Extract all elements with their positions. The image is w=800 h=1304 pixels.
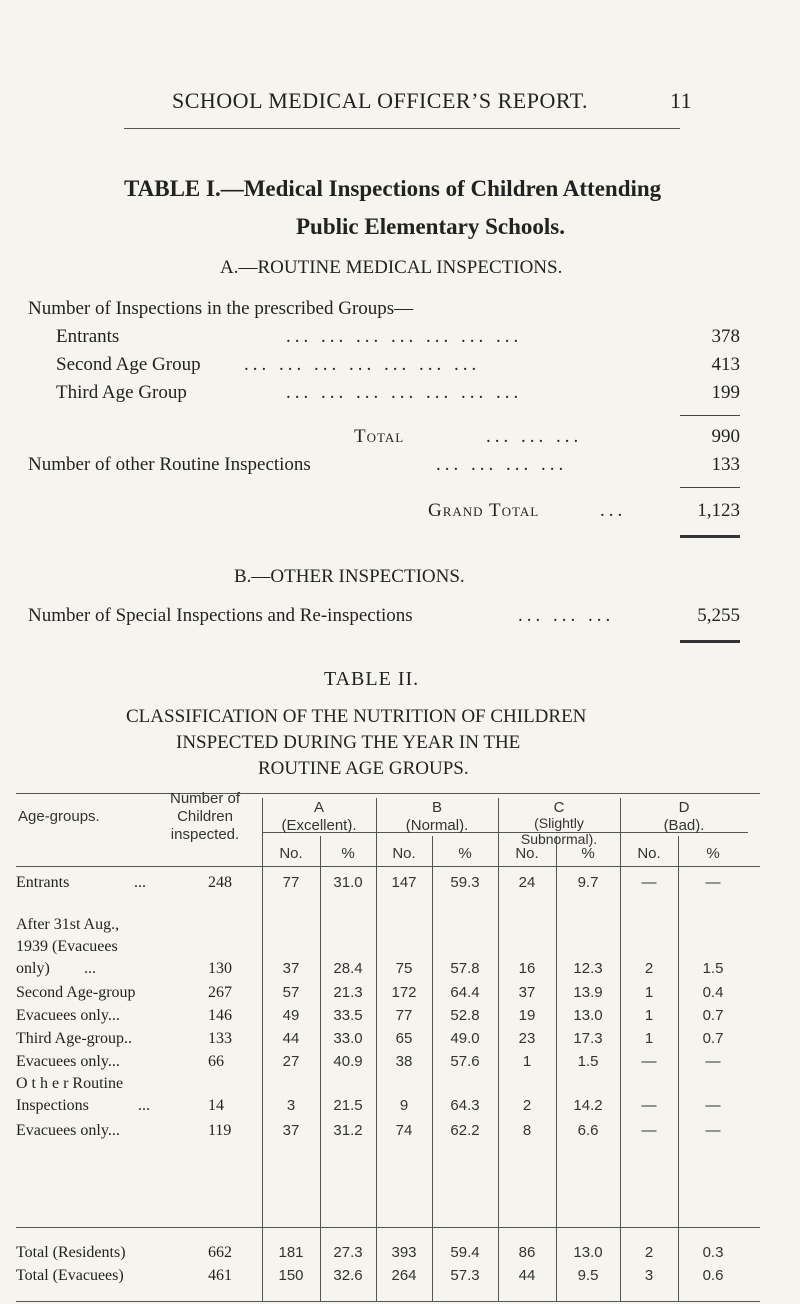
row-cell-dp: — (705, 874, 721, 891)
row-children-inspected: 14 (208, 1097, 224, 1114)
running-title: SCHOOL MEDICAL OFFICER’S REPORT. (172, 88, 589, 113)
other-routine-value: 133 (711, 454, 740, 475)
row-cell-a: 57 (282, 984, 300, 1001)
row-cell-d: — (641, 1097, 657, 1114)
row-cell-bp: 57.8 (450, 960, 480, 977)
head-c-letter: C (553, 799, 565, 816)
head-age-groups: Age-groups. (18, 808, 100, 825)
header-left (16, 784, 264, 844)
row-label-line: Evacuees only... (16, 1007, 120, 1024)
section-a-heading: A.—ROUTINE MEDICAL INSPECTIONS. (220, 257, 563, 278)
row-cell-cp: 1.5 (577, 1053, 599, 1070)
row-cell-cp: 13.0 (573, 1007, 603, 1024)
row-cell-ap: 28.4 (333, 960, 363, 977)
row-cell-dp: 1.5 (702, 960, 724, 977)
row-cell-c: 1 (522, 1053, 532, 1070)
grand-total-value: 1,123 (697, 500, 740, 521)
table1-title-line1: TABLE I.—Medical Inspections of Children Attending (124, 176, 662, 201)
head-c-name2: Subnormal). (520, 831, 598, 847)
row-cell-d: — (641, 874, 657, 891)
total-row-children: 461 (208, 1267, 232, 1284)
row-cell-a: 77 (282, 874, 300, 891)
row-second-age-label: Second Age Group (56, 354, 201, 375)
row-cell-bp: 49.0 (450, 1030, 480, 1047)
row-cell-dp: — (705, 1097, 721, 1114)
table2-title: TABLE II. (324, 668, 420, 690)
row-cell-d: — (641, 1053, 657, 1070)
row-cell-bp: 57.6 (450, 1053, 480, 1070)
row-second-age-value: 413 (711, 354, 740, 375)
row-cell-c: 23 (518, 1030, 536, 1047)
head-c-name1: (Slightly (534, 815, 584, 831)
row-cell-b: 65 (395, 1030, 413, 1047)
row-cell-ap: 31.2 (333, 1122, 363, 1139)
row-cell-b: 77 (395, 1007, 413, 1024)
head-b-no: No. (392, 845, 416, 862)
head-d-letter: D (678, 799, 690, 816)
row-third-age-label: Third Age Group (56, 382, 187, 403)
row-cell-bp: 59.3 (450, 874, 480, 891)
row-cell-bp: 52.8 (450, 1007, 480, 1024)
row-cell-cp: 17.3 (573, 1030, 603, 1047)
row-leader-dots: ... (84, 960, 96, 977)
row-cell-bp: 62.2 (450, 1122, 480, 1139)
row-leader-dots: ... (134, 874, 146, 891)
totals-rule (16, 1227, 760, 1228)
subtotal-rule (680, 415, 740, 416)
row-label-line: only) (16, 960, 50, 977)
row-cell-ap: 31.0 (333, 874, 363, 891)
row-label-line: Evacuees only... (16, 1053, 120, 1070)
row-cell-cp: 9.7 (577, 874, 599, 891)
head-c-pct: % (581, 845, 595, 862)
row-cell-ap: 33.5 (333, 1007, 363, 1024)
row-cell-a: 44 (282, 1030, 300, 1047)
total-cell-dp: 0.3 (702, 1244, 724, 1261)
row-cell-bp: 64.4 (450, 984, 480, 1001)
row-children-inspected: 130 (208, 960, 232, 977)
row-cell-dp: — (705, 1053, 721, 1070)
table1-title-line2: Public Elementary Schools. (296, 214, 565, 239)
head-a-pct: % (341, 845, 355, 862)
head-c-no: No. (515, 845, 539, 862)
row-cell-c: 19 (518, 1007, 536, 1024)
other-routine-label: Number of other Routine Inspections (28, 454, 311, 475)
total-cell-c: 44 (518, 1267, 536, 1284)
section-b-heading: B.—OTHER INSPECTIONS. (234, 566, 465, 587)
row-cell-b: 74 (395, 1122, 413, 1139)
row-cell-d: 1 (644, 1007, 654, 1024)
row-cell-cp: 12.3 (573, 960, 603, 977)
table2-subtitle-line2: INSPECTED DURING THE YEAR IN THE (176, 732, 521, 753)
header-rule (124, 128, 680, 129)
head-a-name: (Excellent). (281, 817, 357, 834)
row-cell-bp: 64.3 (450, 1097, 480, 1114)
total-cell-a: 150 (278, 1267, 304, 1284)
row-cell-b: 172 (391, 984, 417, 1001)
row-label-line: 1939 (Evacuees (16, 938, 118, 955)
table1-intro: Number of Inspections in the prescribed Groups— (28, 298, 414, 319)
row-cell-cp: 14.2 (573, 1097, 603, 1114)
row-cell-d: — (641, 1122, 657, 1139)
row-cell-c: 2 (522, 1097, 532, 1114)
total-cell-d: 2 (644, 1244, 654, 1261)
total-cell-dp: 0.6 (702, 1267, 724, 1284)
row-cell-c: 24 (518, 874, 536, 891)
total-cell-bp: 57.3 (450, 1267, 480, 1284)
total-cell-b: 393 (391, 1244, 417, 1261)
leader-dots: ... ... ... ... ... ... ... (244, 354, 481, 375)
leader-dots: ... ... ... (486, 426, 583, 447)
row-cell-ap: 21.5 (333, 1097, 363, 1114)
row-label-line: Third Age-group.. (16, 1030, 132, 1047)
total-cell-bp: 59.4 (450, 1244, 480, 1261)
row-children-inspected: 66 (208, 1053, 224, 1070)
head-number-line1: Number of (169, 790, 241, 807)
special-inspections-label: Number of Special Inspections and Re-inspections (28, 605, 413, 626)
grand-total-rule (680, 487, 740, 488)
total-row-label: Total (Residents) (16, 1244, 126, 1261)
row-third-age-value: 199 (711, 382, 740, 403)
total-row-label: Total (Evacuees) (16, 1267, 124, 1284)
row-cell-b: 38 (395, 1053, 413, 1070)
total-row-children: 662 (208, 1244, 232, 1261)
total-cell-d: 3 (644, 1267, 654, 1284)
row-children-inspected: 146 (208, 1007, 232, 1024)
table2-bottom-rule (16, 1301, 760, 1302)
page-number: 11 (670, 88, 693, 113)
head-d-pct: % (706, 845, 720, 862)
row-cell-ap: 33.0 (333, 1030, 363, 1047)
row-cell-d: 1 (644, 984, 654, 1001)
row-cell-ap: 40.9 (333, 1053, 363, 1070)
row-label-line: Entrants (16, 874, 70, 891)
head-a-no: No. (279, 845, 303, 862)
row-cell-c: 8 (522, 1122, 532, 1139)
row-children-inspected: 267 (208, 984, 232, 1001)
row-cell-cp: 13.9 (573, 984, 603, 1001)
row-label-line: O t h e r Routine (16, 1075, 124, 1092)
row-cell-a: 49 (282, 1007, 300, 1024)
head-b-name: (Normal). (405, 817, 469, 834)
row-cell-c: 37 (518, 984, 536, 1001)
row-cell-b: 147 (391, 874, 417, 891)
total-cell-cp: 13.0 (573, 1244, 603, 1261)
row-children-inspected: 119 (208, 1122, 232, 1139)
row-entrants-value: 378 (711, 326, 740, 347)
leader-dots: ... (600, 500, 627, 521)
total-cell-ap: 27.3 (333, 1244, 363, 1261)
total-cell-c: 86 (518, 1244, 536, 1261)
row-cell-dp: 0.4 (702, 984, 724, 1001)
special-double-rule (680, 640, 740, 643)
table2-subtitle-line1: CLASSIFICATION OF THE NUTRITION OF CHILDREN (126, 706, 587, 727)
row-label-line: Evacuees only... (16, 1122, 120, 1139)
leader-dots: ... ... ... ... ... ... ... (286, 382, 523, 403)
row-children-inspected: 133 (208, 1030, 232, 1047)
row-cell-a: 3 (286, 1097, 296, 1114)
row-cell-c: 16 (518, 960, 536, 977)
row-label-line: Inspections (16, 1097, 89, 1114)
total-cell-b: 264 (391, 1267, 417, 1284)
head-b-letter: B (431, 799, 442, 816)
grand-total-double-rule (680, 535, 740, 538)
head-number-line2: Children (177, 808, 233, 825)
special-inspections-value: 5,255 (697, 605, 740, 626)
head-d-no: No. (637, 845, 661, 862)
total-label: Total (354, 426, 405, 447)
head-b-pct: % (458, 845, 472, 862)
row-cell-a: 37 (282, 1122, 300, 1139)
row-cell-d: 2 (644, 960, 654, 977)
total-cell-a: 181 (278, 1244, 304, 1261)
total-cell-ap: 32.6 (333, 1267, 363, 1284)
row-cell-dp: — (705, 1122, 721, 1139)
head-d-name: (Bad). (663, 817, 705, 834)
total-cell-cp: 9.5 (577, 1267, 599, 1284)
head-number-line3: inspected. (170, 826, 240, 843)
row-cell-ap: 21.3 (333, 984, 363, 1001)
leader-dots: ... ... ... (518, 605, 615, 626)
total-value: 990 (711, 426, 740, 447)
row-label-line: After 31st Aug., (16, 916, 120, 933)
row-cell-b: 75 (395, 960, 413, 977)
table2-subtitle-line3: ROUTINE AGE GROUPS. (258, 758, 469, 779)
row-cell-b: 9 (399, 1097, 409, 1114)
row-leader-dots: ... (138, 1097, 150, 1114)
row-cell-d: 1 (644, 1030, 654, 1047)
row-cell-dp: 0.7 (702, 1030, 724, 1047)
grand-total-label: Grand Total (428, 500, 540, 521)
row-cell-a: 37 (282, 960, 300, 977)
header-bottom-rule (16, 866, 760, 867)
row-cell-a: 27 (282, 1053, 300, 1070)
leader-dots: ... ... ... ... (436, 454, 568, 475)
leader-dots: ... ... ... ... ... ... ... (286, 326, 523, 347)
row-entrants-label: Entrants (56, 326, 120, 347)
row-label-line: Second Age-group (16, 984, 136, 1001)
head-a-letter: A (313, 799, 324, 816)
row-cell-cp: 6.6 (577, 1122, 599, 1139)
row-cell-dp: 0.7 (702, 1007, 724, 1024)
row-children-inspected: 248 (208, 874, 232, 891)
